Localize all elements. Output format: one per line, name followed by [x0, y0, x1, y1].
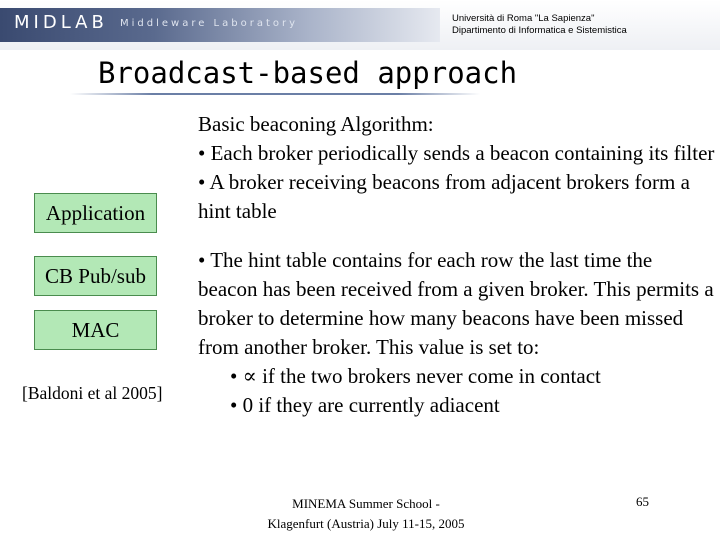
title-underline — [70, 93, 480, 95]
bullet-item: • A broker receiving beacons from adjacent brokers form a hint table — [198, 170, 690, 223]
paragraph-gap — [188, 226, 716, 246]
stack-layer-mac — [34, 310, 157, 350]
slide-header — [0, 0, 720, 50]
stack-layer-cb-pubsub — [34, 256, 157, 296]
midlab-logo — [14, 12, 108, 33]
page-number: 65 — [636, 494, 649, 509]
bullet-item: • The hint table contains for each row the last time the beacon has been received from a given broker. This permits a broker to determine how many beacons have been missed from another broker. This value is set to: — [198, 248, 714, 359]
footer-line: MINEMA Summer School - — [292, 496, 440, 511]
stack-layer-application — [34, 193, 157, 233]
layer-label: MAC — [71, 317, 120, 342]
logo-text: MIDLAB — [14, 12, 108, 33]
layer-label: Application — [45, 200, 146, 225]
university-name: Università di Roma "La Sapienza" — [452, 13, 595, 24]
sub-bullet-item: • 0 if they are currently adiacent — [230, 393, 500, 417]
university-info — [452, 13, 627, 37]
paragraph: Basic beaconing Algorithm: — [198, 112, 434, 136]
footer-text — [236, 494, 496, 534]
footer-line: Klagenfurt (Austria) July 11-15, 2005 — [267, 516, 465, 531]
bullet-item: • Each broker periodically sends a beacon containing its filter — [198, 141, 715, 165]
sub-bullet-item: • ∝ if the two brokers never come in contact — [230, 364, 601, 388]
citation: [Baldoni et al 2005] — [22, 383, 163, 403]
department-name: Dipartimento di Informatica e Sistemistica — [452, 25, 627, 36]
logo-subtitle: Middleware Laboratory — [120, 18, 299, 29]
slide-title: Broadcast-based approach — [98, 56, 518, 90]
layer-label: CB Pub/sub — [45, 263, 146, 288]
slide-body — [188, 110, 716, 420]
